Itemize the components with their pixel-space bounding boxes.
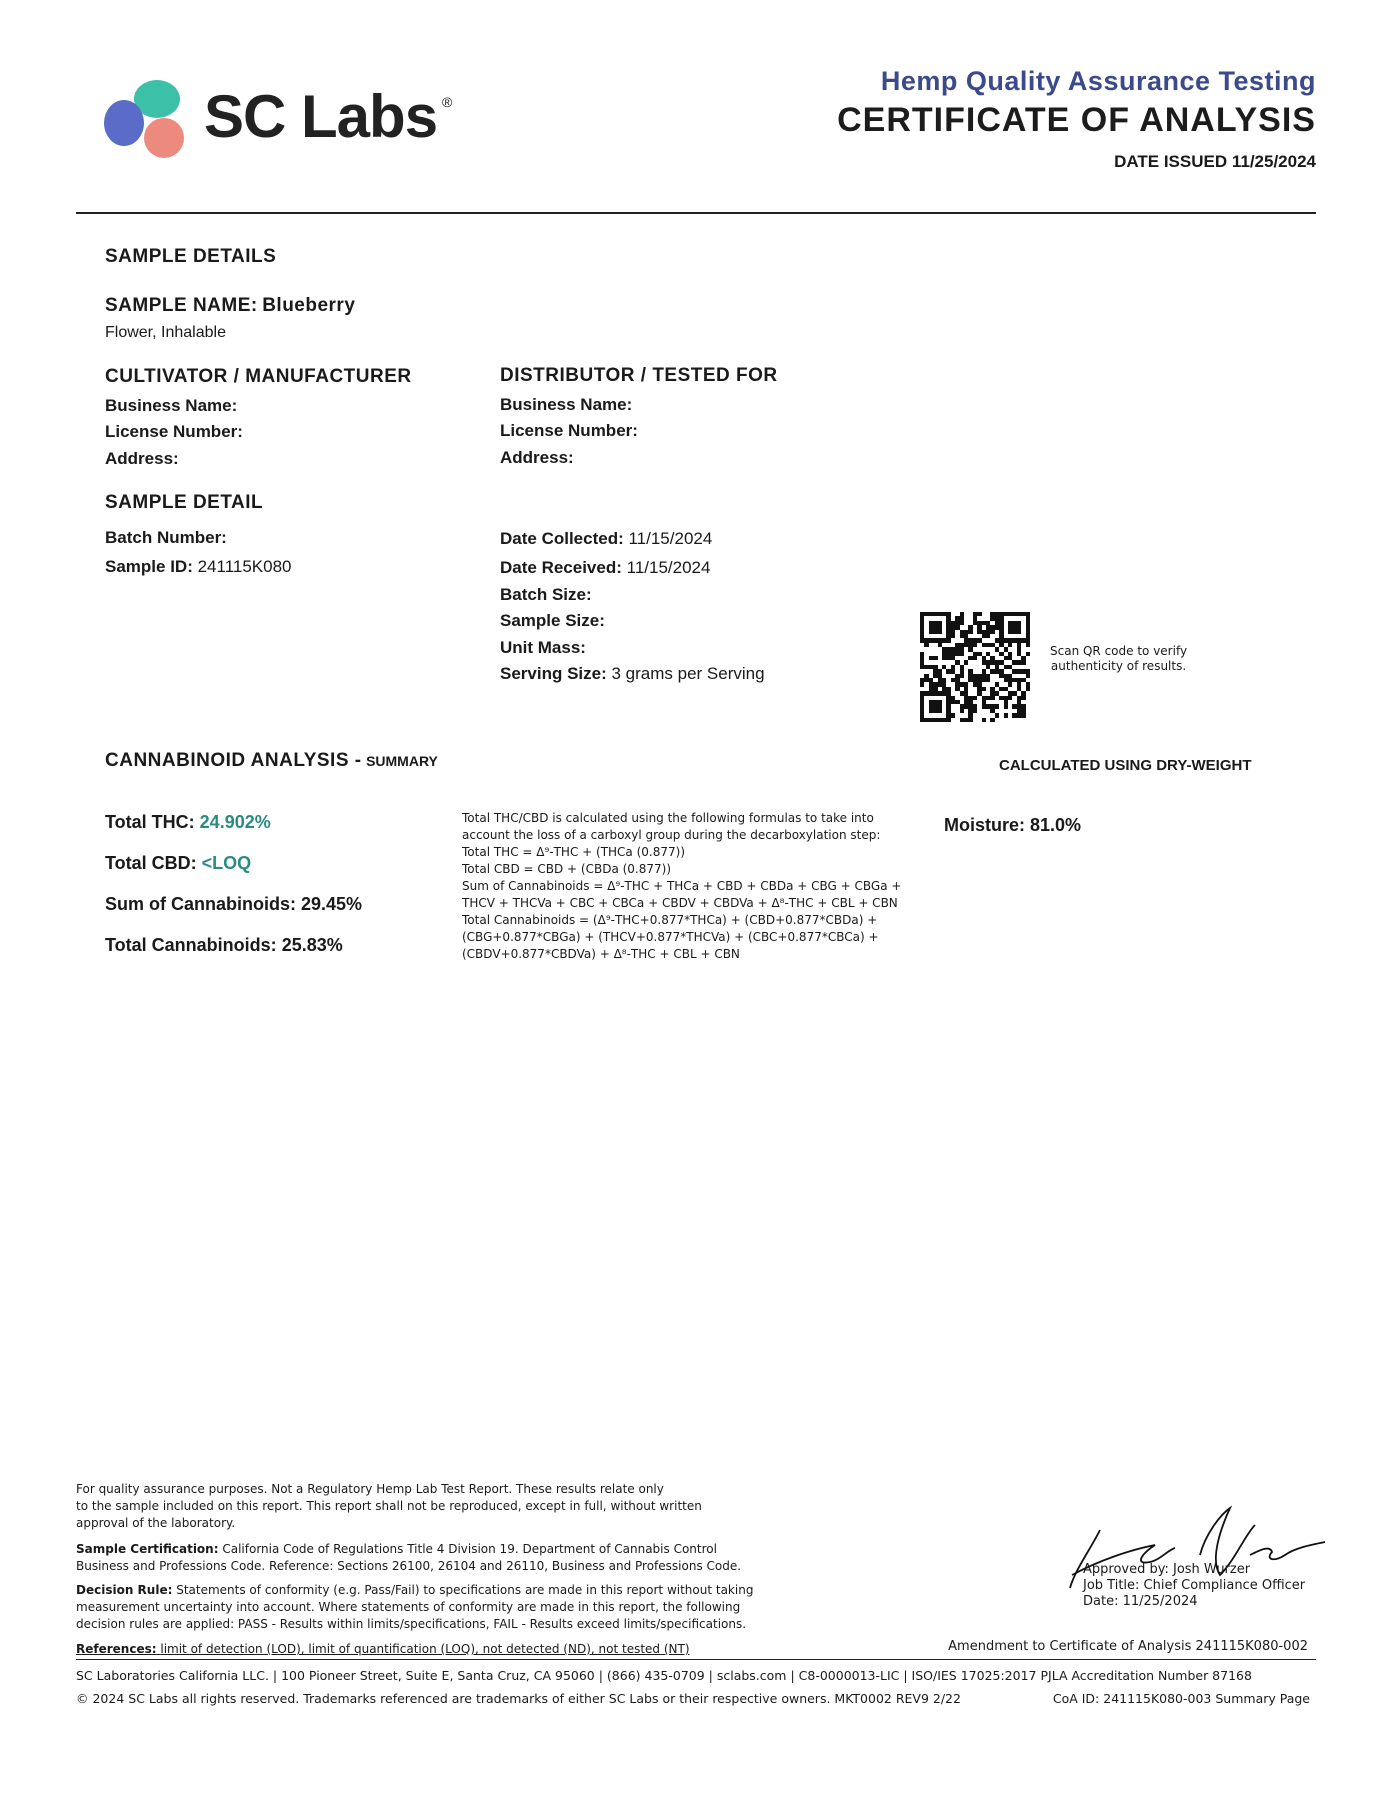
- qr-module: [973, 709, 977, 713]
- registered-mark: ®: [442, 94, 453, 110]
- qr-module: [968, 630, 972, 634]
- document-title: CERTIFICATE OF ANALYSIS: [837, 101, 1316, 139]
- qr-module: [973, 643, 977, 647]
- qr-module: [1008, 696, 1012, 700]
- qr-module: [1021, 713, 1025, 717]
- qr-module: [990, 630, 994, 634]
- total-cannabinoids-row: [105, 935, 343, 956]
- references: [76, 1641, 690, 1658]
- total-thc-label: Total THC:: [105, 812, 195, 832]
- qr-module: [1026, 674, 1030, 678]
- moisture-row: [944, 815, 1081, 836]
- certification-text: California Code of Regulations Title 4 Division 19. Department of Cannabis Control: [222, 1542, 717, 1556]
- references-text: limit of detection (LOD), limit of quantification (LOQ), not detected (ND), not tested (NT): [160, 1642, 690, 1656]
- qr-module: [982, 718, 986, 722]
- formula-line: Total Cannabinoids = (Δ⁹-THC+0.877*THCa) + (CBD+0.877*CBDa) +: [462, 913, 878, 927]
- qr-module: [995, 713, 999, 717]
- decision-text-3: decision rules are applied: PASS - Results within limits/specifications, FAIL - Results exceed limits/specifications.: [76, 1617, 747, 1631]
- formula-line: Total THC = Δ⁹-THC + (THCa (0.877)): [462, 845, 686, 859]
- total-cbd-label: Total CBD:: [105, 853, 197, 873]
- serving-size-label: Serving Size:: [500, 664, 607, 683]
- distributor-heading: DISTRIBUTOR / TESTED FOR: [500, 365, 778, 386]
- disclaimer-line: For quality assurance purposes. Not a Regulatory Hemp Lab Test Report. These results relate only: [76, 1482, 664, 1496]
- qr-module: [1026, 652, 1030, 656]
- approved-by: Approved by: Josh Wurzer: [1083, 1562, 1251, 1577]
- formula-block: [462, 810, 901, 963]
- batch-number-label: Batch Number:: [105, 528, 227, 547]
- lab-address-line: SC Laboratories California LLC. | 100 Pioneer Street, Suite E, Santa Cruz, CA 95060 | (866) 435-0709 | sclabs.com | C8-0000013-LIC | ISO/IES 17025:2017 PJLA Accreditation Number 87168: [76, 1668, 1252, 1683]
- qr-module: [960, 621, 964, 625]
- cannabinoid-heading-main: CANNABINOID ANALYSIS -: [105, 750, 362, 771]
- qr-module: [964, 660, 968, 664]
- sample-id-value: 241115K080: [197, 557, 292, 576]
- qr-module: [951, 634, 955, 638]
- formula-line: (CBG+0.877*CBGa) + (THCV+0.877*THCVa) + (CBC+0.877*CBCa) +: [462, 930, 879, 944]
- decision-text-2: measurement uncertainty into account. Where statements of conformity are made in this report, the following: [76, 1600, 741, 1614]
- qr-module: [1021, 660, 1025, 664]
- qr-module: [973, 656, 977, 660]
- total-cannabinoids-value: 25.83%: [281, 935, 343, 955]
- qr-module: [986, 634, 990, 638]
- date-collected-label: Date Collected:: [500, 529, 624, 548]
- qr-caption-line-2: authenticity of results.: [1050, 659, 1187, 673]
- formula-line: Total CBD = CBD + (CBDa (0.877)): [462, 862, 672, 876]
- certification-text-2: Business and Professions Code. Reference: Sections 26100, 26104 and 26110, Business and Professions Code.: [76, 1559, 742, 1573]
- approval-date: Date: 11/25/2024: [1083, 1594, 1198, 1609]
- sample-size-label: Sample Size:: [500, 611, 605, 630]
- verification-qr-code[interactable]: [920, 612, 1032, 722]
- date-received-row: [500, 558, 710, 578]
- qr-module: [960, 709, 964, 713]
- logo-dot-salmon: [144, 118, 184, 158]
- qr-module: [990, 696, 994, 700]
- qr-module: [938, 709, 942, 713]
- qr-module: [977, 612, 981, 616]
- dry-weight-note: CALCULATED USING DRY-WEIGHT: [999, 757, 1252, 774]
- serving-size-value: 3 grams per Serving: [611, 664, 765, 683]
- serving-size-row: [500, 664, 765, 684]
- date-collected-value: 11/15/2024: [628, 529, 713, 548]
- sample-detail-heading: SAMPLE DETAIL: [105, 492, 264, 513]
- certification-label: Sample Certification:: [76, 1542, 219, 1556]
- qr-module: [1004, 704, 1008, 708]
- qr-module: [1026, 643, 1030, 647]
- cultivator-business-label: Business Name:: [105, 396, 238, 415]
- qr-module: [951, 713, 955, 717]
- date-issued: DATE ISSUED 11/25/2024: [1114, 152, 1316, 171]
- brand-name: SC Labs: [204, 83, 438, 150]
- disclaimer-line: to the sample included on this report. This report shall not be reproduced, except in full, without written: [76, 1499, 702, 1513]
- qr-module: [1008, 682, 1012, 686]
- total-cannabinoids-label: Total Cannabinoids:: [105, 935, 277, 955]
- amendment-note: Amendment to Certificate of Analysis 241115K080-002: [948, 1639, 1308, 1654]
- job-title: Job Title: Chief Compliance Officer: [1083, 1578, 1306, 1593]
- distributor-business-label: Business Name:: [500, 395, 633, 414]
- sample-id-row: [105, 557, 292, 577]
- qr-module: [933, 656, 937, 660]
- sample-name-value: Blueberry: [262, 295, 356, 316]
- date-received-value: 11/15/2024: [626, 558, 711, 577]
- date-received-label: Date Received:: [500, 558, 622, 577]
- footer-disclaimer: [76, 1481, 702, 1532]
- sample-name-label: SAMPLE NAME:: [105, 295, 258, 316]
- date-collected-row: [500, 529, 712, 549]
- qr-module: [995, 704, 999, 708]
- decision-rule: [76, 1582, 753, 1633]
- qr-module: [1021, 696, 1025, 700]
- sum-cannabinoids-label: Sum of Cannabinoids:: [105, 894, 296, 914]
- program-title: Hemp Quality Assurance Testing: [880, 66, 1316, 96]
- formula-line: THCV + THCVa + CBC + CBCa + CBDV + CBDVa + Δ⁸-THC + CBL + CBN: [462, 896, 898, 910]
- distributor-address-label: Address:: [500, 448, 574, 467]
- disclaimer-line: approval of the laboratory.: [76, 1516, 236, 1530]
- qr-module: [960, 652, 964, 656]
- distributor-license-label: License Number:: [500, 421, 638, 440]
- qr-module: [1008, 643, 1012, 647]
- formula-line: Total THC/CBD is calculated using the following formulas to take into: [462, 811, 874, 825]
- total-cbd-value: <LOQ: [201, 853, 252, 873]
- moisture-label: Moisture:: [944, 815, 1025, 835]
- cannabinoid-heading: [105, 750, 438, 772]
- qr-caption-line-1: Scan QR code to verify: [1050, 644, 1188, 658]
- sample-details-heading: SAMPLE DETAILS: [105, 246, 277, 267]
- decision-label: Decision Rule:: [76, 1583, 173, 1597]
- footer-divider: [76, 1659, 1316, 1660]
- qr-module: [1017, 630, 1021, 634]
- coa-id: CoA ID: 241115K080-003 Summary Page: [1052, 1691, 1310, 1706]
- qr-module: [1026, 687, 1030, 691]
- logo-dot-blue: [104, 100, 144, 146]
- qr-module: [960, 674, 964, 678]
- total-thc-value: 24.902%: [199, 812, 271, 832]
- formula-line: (CBDV+0.877*CBDVa) + Δ⁸-THC + CBL + CBN: [462, 947, 740, 961]
- qr-module: [920, 682, 924, 686]
- unit-mass-label: Unit Mass:: [500, 638, 586, 657]
- qr-module: [990, 718, 994, 722]
- formula-line: account the loss of a carboxyl group during the decarboxylation step:: [462, 828, 881, 842]
- qr-module: [938, 630, 942, 634]
- approval-block: [1083, 1562, 1305, 1610]
- cannabinoid-heading-sub: SUMMARY: [366, 753, 438, 769]
- sample-category: Flower, Inhalable: [105, 324, 226, 341]
- qr-module: [946, 718, 950, 722]
- sample-certification: [76, 1541, 741, 1575]
- sample-id-label: Sample ID:: [105, 557, 193, 576]
- batch-size-label: Batch Size:: [500, 585, 592, 604]
- header-divider: [76, 212, 1316, 214]
- copyright-line: © 2024 SC Labs all rights reserved. Trademarks referenced are trademarks of either SC Labs or their respective owners. MKT0002 REV9 2/22: [76, 1691, 961, 1706]
- formula-line: Sum of Cannabinoids = Δ⁹-THC + THCa + CBD + CBDa + CBG + CBGa +: [462, 879, 902, 893]
- qr-module: [982, 687, 986, 691]
- qr-module: [973, 696, 977, 700]
- total-thc-row: [105, 812, 271, 833]
- total-cbd-row: [105, 853, 251, 874]
- moisture-value: 81.0%: [1030, 815, 1082, 835]
- qr-module: [1004, 713, 1008, 717]
- cultivator-heading: CULTIVATOR / MANUFACTURER: [105, 366, 412, 387]
- sample-name-row: [105, 295, 355, 317]
- cultivator-license-label: License Number:: [105, 422, 243, 441]
- references-label: References:: [76, 1642, 157, 1656]
- qr-module: [924, 643, 928, 647]
- sum-cannabinoids-row: [105, 894, 362, 915]
- sum-cannabinoids-value: 29.45%: [301, 894, 363, 914]
- qr-module: [968, 718, 972, 722]
- qr-module: [946, 638, 950, 642]
- qr-caption: [1050, 644, 1187, 674]
- decision-text: Statements of conformity (e.g. Pass/Fail) to specifications are made in this report without taking: [176, 1583, 754, 1597]
- qr-module: [986, 678, 990, 682]
- cultivator-address-label: Address:: [105, 449, 179, 468]
